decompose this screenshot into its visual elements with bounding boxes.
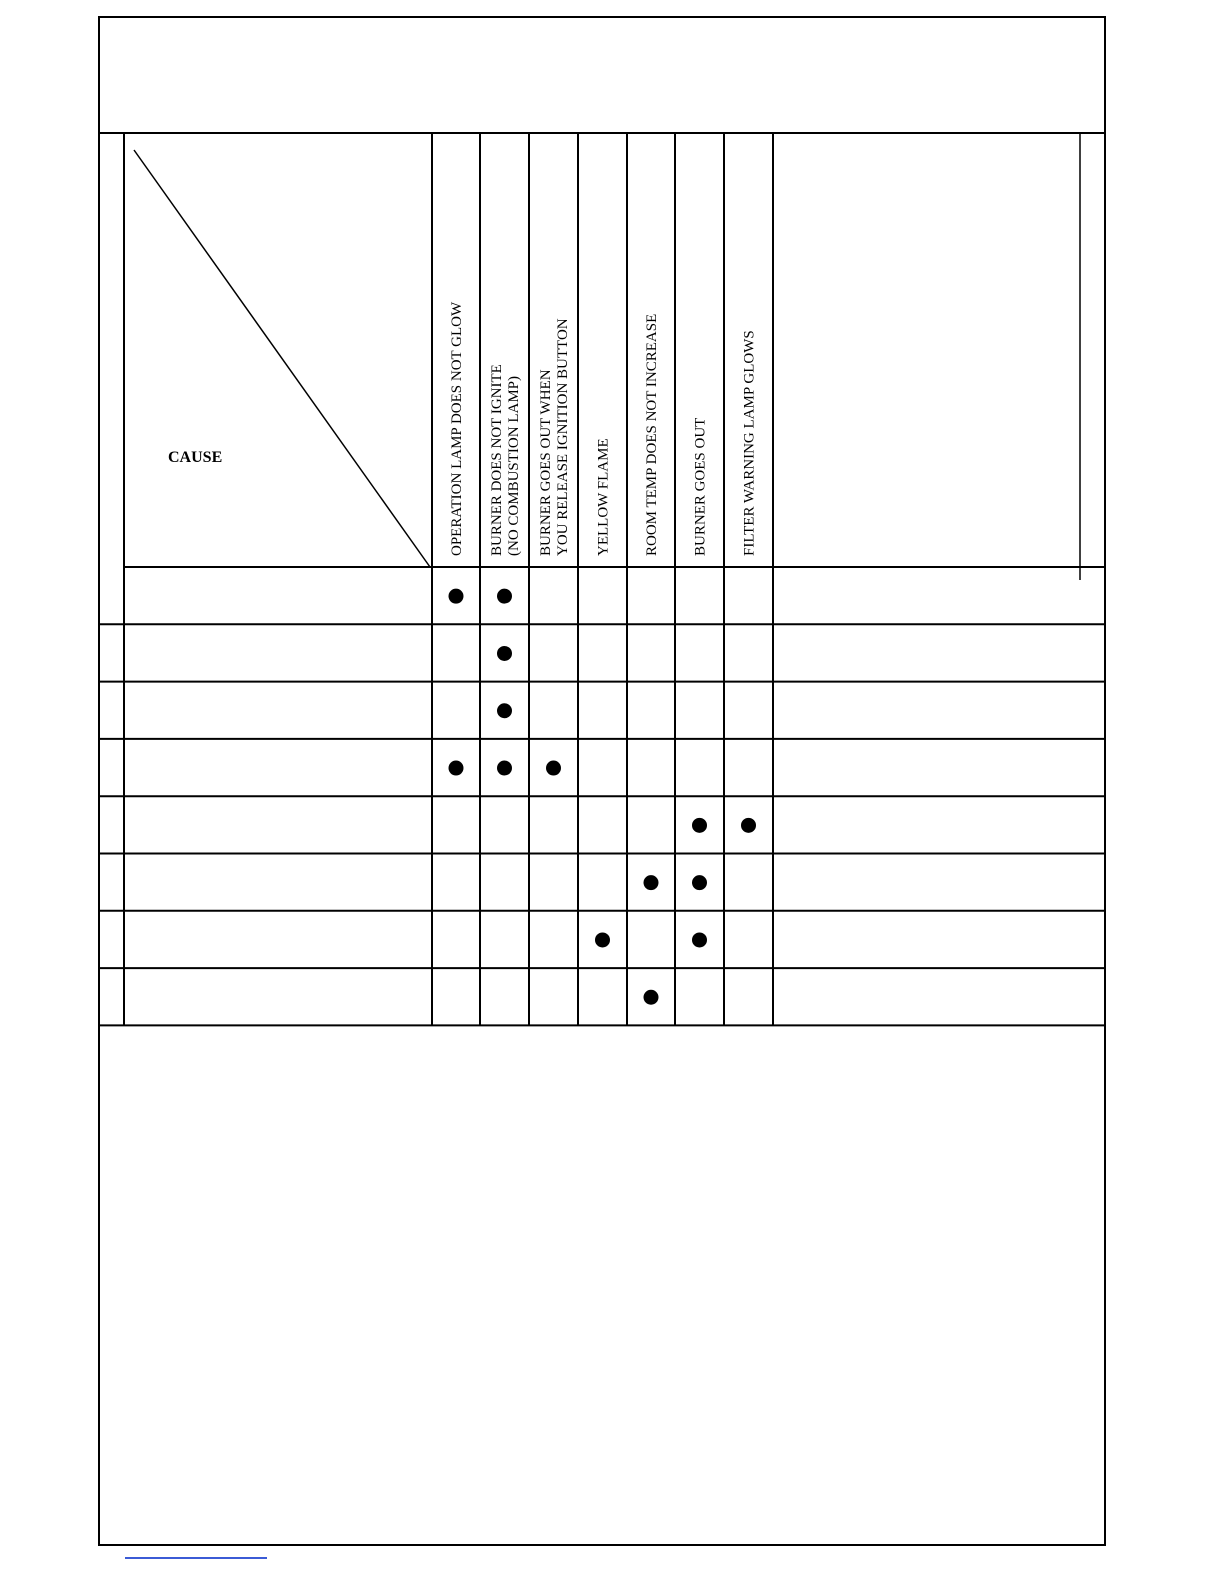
mark-dot — [497, 761, 512, 776]
mark-dot — [497, 703, 512, 718]
symptom-headers — [449, 301, 758, 556]
symptom-header-text: BURNER GOES OUT WHEN — [538, 369, 554, 556]
symptom-header-text: OPERATION LAMP DOES NOT GLOW — [449, 301, 465, 556]
table-grid — [98, 133, 1106, 1025]
mark-dot — [497, 646, 512, 661]
mark-dot — [449, 589, 464, 604]
mark-dot — [449, 761, 464, 776]
symptom-header-text: BURNER DOES NOT IGNITE — [489, 364, 505, 556]
mark-dot — [595, 932, 610, 947]
symptom-header-5 — [644, 314, 660, 556]
symptom-header-text: FILTER WARNING LAMP GLOWS — [741, 330, 758, 556]
symptom-header-7 — [742, 330, 758, 556]
cause-diagonal — [134, 150, 430, 567]
symptom-header-text: (NO COMBUSTION LAMP) — [506, 375, 522, 556]
symptom-header-6 — [693, 418, 709, 556]
cause-label: CAUSE — [168, 449, 223, 466]
symptom-header-2 — [489, 364, 522, 556]
mark-dot — [741, 818, 756, 833]
footer-rule — [125, 1557, 267, 1559]
mark-dot — [546, 761, 561, 776]
mark-dot — [692, 818, 707, 833]
symptom-header-3 — [538, 318, 571, 556]
mark-dot — [692, 932, 707, 947]
symptom-header-text: YOU RELEASE IGNITION BUTTON — [555, 318, 571, 556]
mark-dot — [644, 875, 659, 890]
symptom-header-text: BURNER GOES OUT — [692, 417, 709, 556]
symptom-header-text: ROOM TEMP DOES NOT INCREASE — [644, 313, 660, 556]
mark-dot — [692, 875, 707, 890]
symptom-header-4 — [596, 438, 612, 556]
symptom-header-1 — [449, 301, 465, 556]
mark-dot — [644, 990, 659, 1005]
symptom-header-text: YELLOW FLAME — [595, 438, 612, 556]
mark-dot — [497, 589, 512, 604]
